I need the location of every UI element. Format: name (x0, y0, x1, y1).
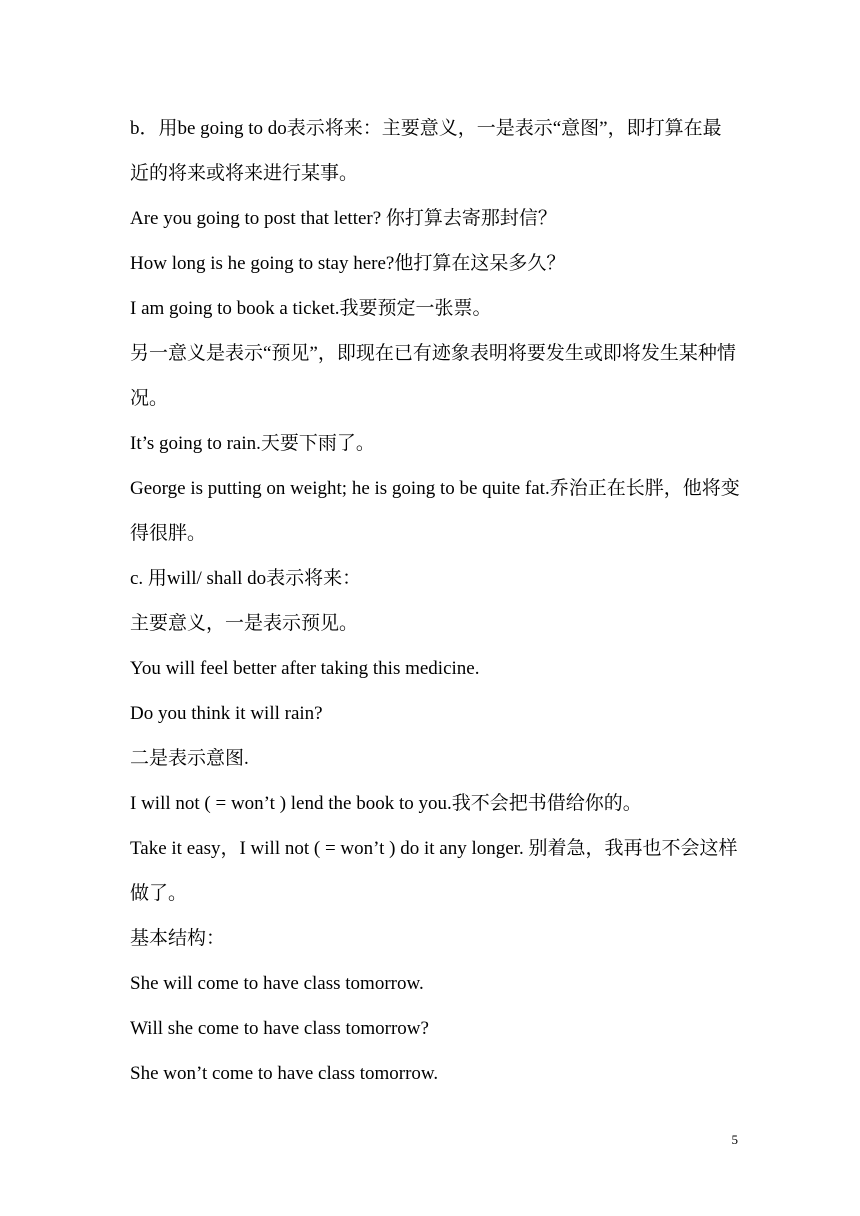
example-stay-here: How long is he going to stay here?他打算在这呆多久？ (130, 253, 566, 274)
paragraph-be-going-to-intro: b．用be going to do表示将来：主要意义，一是表示“意图”，即打算在最近的将来或将来进行某事。 (130, 118, 722, 184)
example-feel-better: You will feel better after taking this medicine. (130, 658, 480, 679)
heading-will-shall: c. 用will/ shall do表示将来： (130, 568, 362, 589)
paragraph-will-intention: 二是表示意图. (130, 748, 249, 769)
page-number: 5 (731, 1132, 738, 1147)
example-think-rain: Do you think it will rain? (130, 703, 323, 724)
structure-affirmative: She will come to have class tomorrow. (130, 973, 424, 994)
structure-negative: She won’t come to have class tomorrow. (130, 1063, 439, 1084)
example-take-it-easy: Take it easy，I will not ( = won’t ) do it any longer. 别着急，我再也不会这样做了。 (130, 838, 738, 904)
heading-basic-structure: 基本结构： (130, 928, 226, 949)
example-post-letter: Are you going to post that letter? 你打算去寄那封信？ (130, 208, 557, 229)
example-going-to-rain: It’s going to rain.天要下雨了。 (130, 433, 375, 454)
example-george-weight: George is putting on weight; he is going to be quite fat.乔治正在长胖，他将变得很胖。 (130, 478, 740, 544)
structure-question: Will she come to have class tomorrow? (130, 1018, 429, 1039)
paragraph-will-prediction: 主要意义，一是表示预见。 (130, 613, 359, 634)
example-lend-book: I will not ( = won’t ) lend the book to you.我不会把书借给你的。 (130, 793, 642, 814)
example-book-ticket: I am going to book a ticket.我要预定一张票。 (130, 298, 492, 319)
page-content (130, 106, 740, 1096)
paragraph-prediction-meaning: 另一意义是表示“预见”，即现在已有迹象表明将要发生或即将发生某种情况。 (130, 343, 736, 409)
